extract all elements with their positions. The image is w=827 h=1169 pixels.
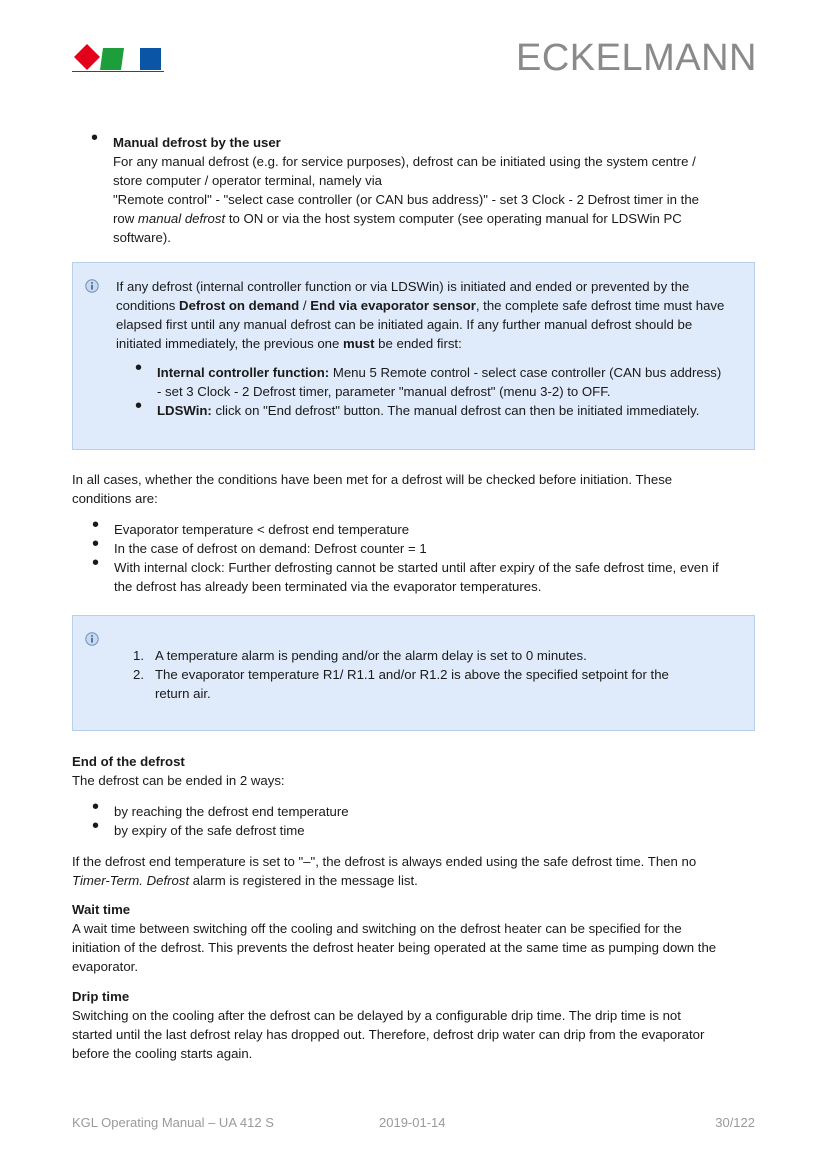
- list-item: • by reaching the defrost end temperature: [86, 802, 762, 821]
- section-heading: Drip time: [72, 989, 130, 1004]
- list-item: 2. The evaporator temperature R1/ R1.1 and/or R1.2 is above the specified setpoint for the return air.: [133, 667, 669, 701]
- info-note-box: [72, 262, 755, 450]
- text-line: elapsed first until any manual defrost can be initiated again. If any further manual defrost should be: [116, 317, 693, 332]
- wait-time-section: [72, 900, 762, 976]
- text-line: conditions are:: [72, 491, 158, 506]
- manual-defrost-section: [85, 133, 757, 247]
- text-line: started until the last defrost relay has dropped out. Therefore, defrost drip water can drip from the evaporator: [72, 1027, 705, 1042]
- text-line: The defrost can be ended in 2 ways:: [72, 773, 285, 788]
- text-line: initiated immediately, the previous one must be ended first:: [116, 336, 462, 351]
- list-item: • In the case of defrost on demand: Defrost counter = 1: [86, 539, 762, 558]
- text-line: If the defrost end temperature is set to "–", the defrost is always ended using the safe defrost time. Then no: [72, 854, 697, 869]
- text-line: Switching on the cooling after the defrost can be delayed by a configurable drip time. The drip time is not: [72, 1008, 681, 1023]
- section-heading: Wait time: [72, 902, 131, 917]
- list-item: 1. A temperature alarm is pending and/or the alarm delay is set to 0 minutes.: [133, 648, 587, 663]
- list-item: • Internal controller function: Menu 5 Remote control - select case controller (CAN bus address) - set 3 Clock - 2 Defrost timer, parameter "manual defrost" (menu 3-2) to OFF.: [129, 363, 736, 401]
- text-line: In all cases, whether the conditions have been met for a defrost will be checked before initiation. These: [72, 472, 673, 487]
- text-line: before the cooling starts again.: [72, 1046, 253, 1061]
- footer-page-number: 30/122: [715, 1115, 755, 1130]
- end-defrost-section: [72, 752, 762, 890]
- list-item: • by expiry of the safe defrost time: [86, 821, 762, 840]
- footer-date: 2019-01-14: [379, 1115, 446, 1130]
- info-icon: [85, 279, 99, 293]
- page-header: [0, 0, 827, 100]
- text-line: row manual defrost to ON or via the host system computer (see operating manual for LDSWin PC: [113, 211, 682, 226]
- footer-document-title: KGL Operating Manual – UA 412 S: [72, 1115, 274, 1130]
- text-line: If any defrost (internal controller function or via LDSWin) is initiated and ended or prevented by the: [116, 279, 690, 294]
- text-line: initiation of the defrost. This prevents the defrost heater being operated at the same time as pumping down the: [72, 940, 717, 955]
- manual-defrost-title: • Manual defrost by the user: [113, 135, 281, 150]
- info-icon: [85, 632, 99, 646]
- brand-name: ECKELMANN: [516, 37, 757, 79]
- list-item: • LDSWin: click on "End defrost" button. The manual defrost can then be initiated immediately.: [129, 401, 736, 420]
- note-text: [116, 277, 736, 420]
- section-heading: End of the defrost: [72, 754, 185, 769]
- text-line: A wait time between switching off the cooling and switching on the defrost heater can be specified for the: [72, 921, 682, 936]
- text-line: "Remote control" - "select case controller (or CAN bus address)" - set 3 Clock - 2 Defrost timer in the: [113, 192, 699, 207]
- text-line: conditions Defrost on demand / End via evaporator sensor, the complete safe defrost time must have: [116, 298, 725, 313]
- info-note-box: [72, 615, 755, 731]
- list-item: • With internal clock: Further defrosting cannot be started until after expiry of the safe defrost time, even if the defrost has already been terminated via the evaporator temperatures.: [86, 558, 762, 596]
- text-line: Timer-Term. Defrost alarm is registered in the message list.: [72, 873, 418, 888]
- note-text: [133, 646, 736, 703]
- text-line: evaporator.: [72, 959, 138, 974]
- text-line: For any manual defrost (e.g. for service purposes), defrost can be initiated using the system centre /: [113, 154, 696, 169]
- eckelmann-logo-icon: [72, 40, 164, 74]
- conditions-section: [72, 470, 762, 596]
- drip-time-section: [72, 987, 762, 1063]
- list-item: [85, 133, 757, 247]
- list-item: • Evaporator temperature < defrost end temperature: [86, 520, 762, 539]
- text-line: store computer / operator terminal, namely via: [113, 173, 382, 188]
- text-line: software).: [113, 230, 171, 245]
